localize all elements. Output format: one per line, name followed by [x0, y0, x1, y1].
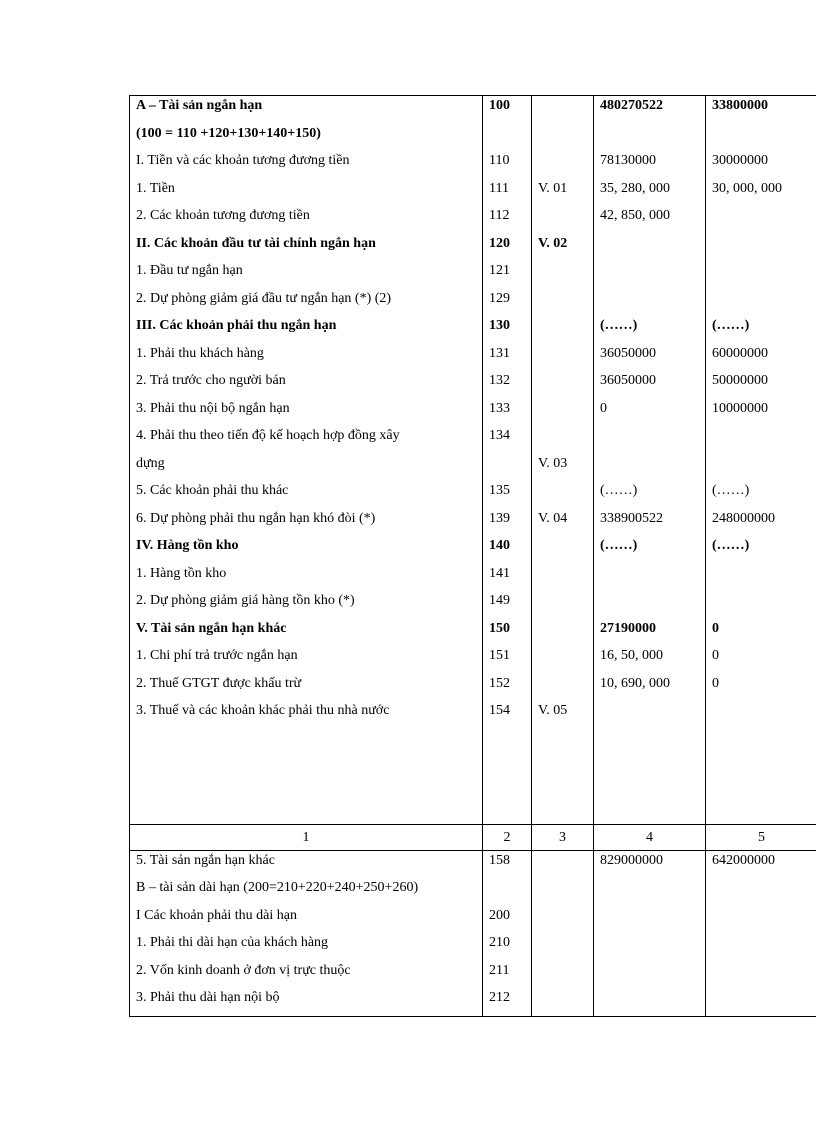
value-beginning-of-period: 33800000: [712, 98, 768, 113]
value-end-of-period: [594, 454, 706, 482]
item-note: [532, 646, 594, 674]
value-end-of-period: [594, 234, 706, 262]
table-row: [130, 619, 816, 647]
item-name: I Các khoản phải thu dài hạn: [130, 906, 483, 934]
item-note: [532, 399, 594, 427]
item-note: [532, 674, 594, 702]
item-code: 200: [483, 906, 532, 934]
item-note: [532, 261, 594, 289]
item-note: [532, 371, 594, 399]
value-beginning-of-period: [706, 988, 816, 1016]
table-row: [130, 289, 816, 317]
table-row: [130, 878, 816, 906]
value-end-of-period: 16, 50, 000: [594, 646, 706, 674]
table-row: [130, 536, 816, 564]
column-number: 3: [532, 825, 594, 850]
value-beginning-of-period: [706, 701, 816, 729]
value-beginning-of-period: (……): [712, 318, 750, 333]
item-name: III. Các khoản phải thu ngắn hạn: [130, 316, 483, 344]
item-name: 3. Phải thu nội bộ ngắn hạn: [130, 399, 483, 427]
value-end-of-period: [594, 933, 706, 961]
value-end-of-period: 27190000: [594, 619, 706, 647]
item-note: [532, 988, 594, 1016]
value-end-of-period: [594, 124, 706, 152]
item-name: (100 = 110 +120+130+140+150): [130, 124, 483, 152]
item-note: [532, 591, 594, 619]
item-name: dựng: [130, 454, 483, 482]
item-name: 2. Dự phòng giảm giá hàng tồn kho (*): [130, 591, 483, 619]
value-beginning-of-period: [706, 289, 816, 317]
value-beginning-of-period: [706, 564, 816, 592]
item-code: 154: [483, 701, 532, 729]
item-code: 135: [483, 481, 532, 509]
item-code: 111: [483, 179, 532, 207]
item-code: 121: [483, 261, 532, 289]
column-number: 4: [594, 825, 706, 850]
item-name: 1. Hàng tồn kho: [130, 564, 483, 592]
value-beginning-of-period: 0: [712, 620, 719, 636]
table-row: [130, 206, 816, 234]
item-note: [532, 316, 594, 344]
value-beginning-of-period: [706, 124, 816, 152]
table-row: [130, 988, 816, 1016]
item-name: 2. Các khoản tương đương tiền: [130, 206, 483, 234]
value-end-of-period: 36050000: [594, 344, 706, 372]
table-row: [130, 481, 816, 509]
item-code: 139: [483, 509, 532, 537]
value-beginning-of-period: 50000000: [712, 373, 768, 388]
value-beginning-of-period: 642000000: [712, 852, 775, 868]
item-note: [532, 481, 594, 509]
value-end-of-period: 829000000: [594, 851, 706, 879]
table-section-long-term: [130, 851, 816, 1016]
table-row: [130, 933, 816, 961]
table-row: [130, 646, 816, 674]
value-beginning-of-period: [706, 906, 816, 934]
table-blank-row: [130, 729, 816, 824]
item-note: V. 05: [532, 701, 594, 729]
value-beginning-of-period: [706, 426, 816, 454]
item-code: 151: [483, 646, 532, 674]
item-code: 141: [483, 564, 532, 592]
item-code: 110: [483, 151, 532, 179]
item-name: 2. Thuế GTGT được khấu trừ: [130, 674, 483, 702]
value-end-of-period: (……): [594, 536, 706, 564]
table-row: [130, 124, 816, 152]
item-note: [532, 564, 594, 592]
item-code: 100: [483, 96, 532, 124]
value-beginning-of-period: (……): [712, 538, 750, 553]
table-row: [130, 96, 816, 124]
table-row: [130, 399, 816, 427]
item-note: [532, 536, 594, 564]
table-row: [130, 344, 816, 372]
value-beginning-of-period: [706, 454, 816, 482]
item-note: V. 04: [532, 509, 594, 537]
table-row: [130, 179, 816, 207]
table-row: [130, 674, 816, 702]
item-note: [532, 878, 594, 906]
value-end-of-period: [594, 961, 706, 989]
item-name: 5. Các khoản phải thu khác: [130, 481, 483, 509]
item-code: 212: [483, 988, 532, 1016]
table-section-short-term: [130, 96, 816, 729]
item-name: V. Tài sản ngắn hạn khác: [130, 619, 483, 647]
item-note: V. 03: [532, 454, 594, 482]
item-note: [532, 124, 594, 152]
table-row: [130, 454, 816, 482]
column-number: 2: [483, 825, 532, 850]
item-name: II. Các khoản đầu tư tài chính ngắn hạn: [130, 234, 483, 262]
value-beginning-of-period: [706, 878, 816, 906]
value-beginning-of-period: [706, 206, 816, 234]
value-beginning-of-period: [706, 234, 816, 262]
item-name: 2. Trả trước cho người bán: [130, 371, 483, 399]
value-end-of-period: 35, 280, 000: [594, 179, 706, 207]
item-code: 150: [483, 619, 532, 647]
value-beginning-of-period: [706, 961, 816, 989]
item-note: [532, 151, 594, 179]
item-note: [532, 619, 594, 647]
item-name: 2. Vốn kinh doanh ở đơn vị trực thuộc: [130, 961, 483, 989]
item-name: 1. Phải thu khách hàng: [130, 344, 483, 372]
item-code: 210: [483, 933, 532, 961]
table-row: [130, 701, 816, 729]
table-row: [130, 906, 816, 934]
value-end-of-period: (……): [594, 481, 706, 509]
column-number: 1: [130, 825, 483, 850]
item-code: 112: [483, 206, 532, 234]
item-note: [532, 96, 594, 124]
table-row: [130, 564, 816, 592]
item-code: [483, 878, 532, 906]
item-code: 149: [483, 591, 532, 619]
item-code: 211: [483, 961, 532, 989]
value-beginning-of-period: [706, 261, 816, 289]
column-number-row: [130, 824, 816, 851]
item-note: [532, 851, 594, 879]
item-name: 4. Phải thu theo tiến độ kế hoạch hợp đồng xây: [130, 426, 483, 454]
item-code: [483, 454, 532, 482]
item-name: 3. Thuế và các khoản khác phải thu nhà nước: [130, 701, 483, 729]
table-row: [130, 851, 816, 879]
value-end-of-period: [594, 261, 706, 289]
item-note: [532, 206, 594, 234]
value-end-of-period: [594, 426, 706, 454]
value-beginning-of-period: 0: [712, 648, 719, 663]
value-beginning-of-period: 10000000: [712, 400, 768, 416]
table-row: [130, 234, 816, 262]
value-beginning-of-period: 30, 000, 000: [712, 180, 782, 196]
item-name: 1. Đầu tư ngắn hạn: [130, 261, 483, 289]
item-code: [483, 124, 532, 152]
value-end-of-period: [594, 701, 706, 729]
value-beginning-of-period: [706, 933, 816, 961]
value-end-of-period: [594, 564, 706, 592]
item-name: B – tài sản dài hạn (200=210+220+240+250+260): [130, 878, 483, 906]
value-beginning-of-period: [706, 591, 816, 619]
item-name: 3. Phải thu dài hạn nội bộ: [130, 988, 483, 1016]
item-note: [532, 961, 594, 989]
value-beginning-of-period: 60000000: [712, 345, 768, 361]
item-note: [532, 289, 594, 317]
table-row: [130, 261, 816, 289]
item-name: IV. Hàng tồn kho: [130, 536, 483, 564]
table-row: [130, 371, 816, 399]
item-note: V. 02: [532, 234, 594, 262]
column-number: 5: [758, 829, 765, 845]
value-end-of-period: [594, 591, 706, 619]
item-code: 133: [483, 399, 532, 427]
value-end-of-period: (……): [594, 316, 706, 344]
table-row: [130, 591, 816, 619]
item-code: 158: [483, 851, 532, 879]
value-end-of-period: [594, 906, 706, 934]
item-note: [532, 344, 594, 372]
table-row: [130, 961, 816, 989]
value-end-of-period: 338900522: [594, 509, 706, 537]
value-beginning-of-period: 248000000: [712, 510, 775, 526]
item-code: 134: [483, 426, 532, 454]
item-code: 132: [483, 371, 532, 399]
item-code: 129: [483, 289, 532, 317]
item-name: 1. Tiền: [130, 179, 483, 207]
item-note: [532, 906, 594, 934]
value-end-of-period: [594, 289, 706, 317]
value-end-of-period: [594, 988, 706, 1016]
value-end-of-period: 480270522: [594, 96, 706, 124]
item-code: 152: [483, 674, 532, 702]
item-code: 120: [483, 234, 532, 262]
item-code: 130: [483, 316, 532, 344]
balance-sheet-table: [129, 95, 816, 1017]
table-row: [130, 426, 816, 454]
value-end-of-period: 78130000: [594, 151, 706, 179]
value-beginning-of-period: 0: [712, 675, 719, 691]
value-end-of-period: [594, 878, 706, 906]
table-row: [130, 509, 816, 537]
table-row: [130, 151, 816, 179]
value-end-of-period: 42, 850, 000: [594, 206, 706, 234]
item-name: 5. Tài sản ngắn hạn khác: [130, 851, 483, 879]
item-note: [532, 933, 594, 961]
item-name: I. Tiền và các khoản tương đương tiền: [130, 151, 483, 179]
item-name: 2. Dự phòng giảm giá đầu tư ngắn hạn (*) (2): [130, 289, 483, 317]
value-end-of-period: 36050000: [594, 371, 706, 399]
value-beginning-of-period: (……): [712, 483, 750, 498]
value-end-of-period: 0: [594, 399, 706, 427]
item-name: 1. Chi phí trả trước ngắn hạn: [130, 646, 483, 674]
table-row: [130, 316, 816, 344]
item-name: 1. Phải thi dài hạn của khách hàng: [130, 933, 483, 961]
item-note: [532, 426, 594, 454]
value-end-of-period: 10, 690, 000: [594, 674, 706, 702]
item-name: A – Tài sản ngắn hạn: [130, 96, 483, 124]
item-code: 140: [483, 536, 532, 564]
value-beginning-of-period: 30000000: [712, 153, 768, 168]
item-note: V. 01: [532, 179, 594, 207]
item-code: 131: [483, 344, 532, 372]
item-name: 6. Dự phòng phải thu ngắn hạn khó đòi (*): [130, 509, 483, 537]
